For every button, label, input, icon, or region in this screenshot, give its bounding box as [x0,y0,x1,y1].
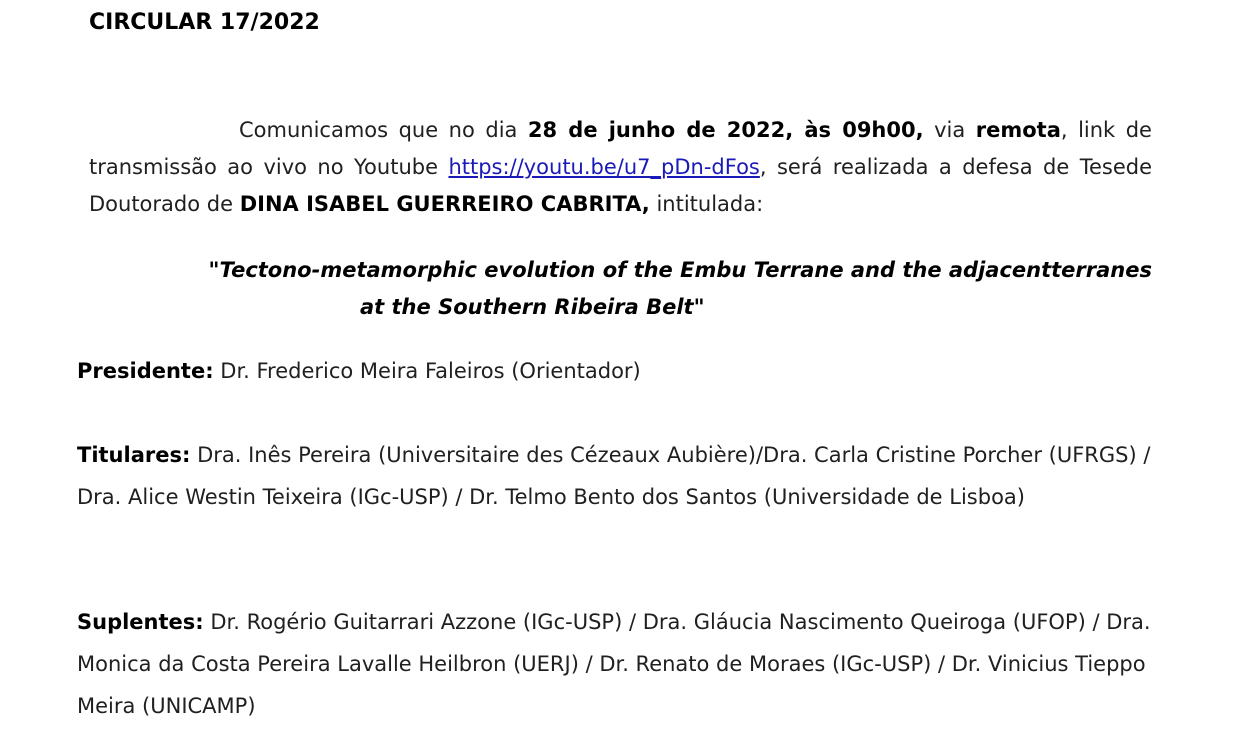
document-title: CIRCULAR 17/2022 [89,10,320,35]
intro-text-1: Comunicamos que no dia [239,118,528,142]
suplentes-paragraph [77,601,1152,727]
presidente-text: Dr. Frederico Meira Faleiros (Orientador) [213,359,641,383]
thesis-line-1-text: Tectono-metamorphic evolution of the Embu Terrane and the adjacentterranes [219,258,1152,282]
thesis-title-line-2 [100,289,1152,326]
presidente-label: Presidente: [77,359,214,383]
candidate-name: DINA ISABEL GUERREIRO CABRITA [239,192,642,216]
titulares-paragraph [77,434,1152,518]
candidate-comma: , [641,192,650,216]
intro-text-4: , será realizada a defesa de Tesede Doutorado de [89,155,1153,216]
suplentes-label: Suplentes: [77,610,204,634]
thesis-close-quote: " [693,295,705,319]
thesis-title [100,252,1152,326]
presidente-paragraph [77,350,1152,392]
titulares-label: Titulares: [77,443,191,467]
defense-mode: remota [975,118,1061,142]
thesis-open-quote: " [208,258,220,282]
defense-date: 28 de junho de 2022, às 09h00, [527,118,924,142]
intro-text-2: via [923,118,976,142]
suplentes-text: Dr. Rogério Guitarrari Azzone (IGc-USP) / Dra. Gláucia Nascimento Queiroga (UFOP) / Dra. Monica da Costa Pereira Lavalle Heilbron (UERJ) / Dr. Renato de Moraes (IGc-USP) / Dr. Vinicius Tieppo Meira (UNICAMP) [77,610,1151,718]
youtube-link[interactable]: https://youtu.be/u7_pDn-dFos [448,155,760,179]
thesis-title-line-1 [100,252,1152,289]
thesis-line-2-text: at the Southern Ribeira Belt [360,295,694,319]
intro-text-5: intitulada: [649,192,764,216]
intro-text-3: , link de transmissão ao vivo no Youtube [89,118,1152,179]
intro-paragraph [89,112,1152,223]
titulares-text: Dra. Inês Pereira (Universitaire des Cézeaux Aubière)/Dra. Carla Cristine Porcher (UFRGS) / Dra. Alice Westin Teixeira (IGc-USP) / Dr. Telmo Bento dos Santos (Universidade de Lisboa) [77,443,1151,509]
